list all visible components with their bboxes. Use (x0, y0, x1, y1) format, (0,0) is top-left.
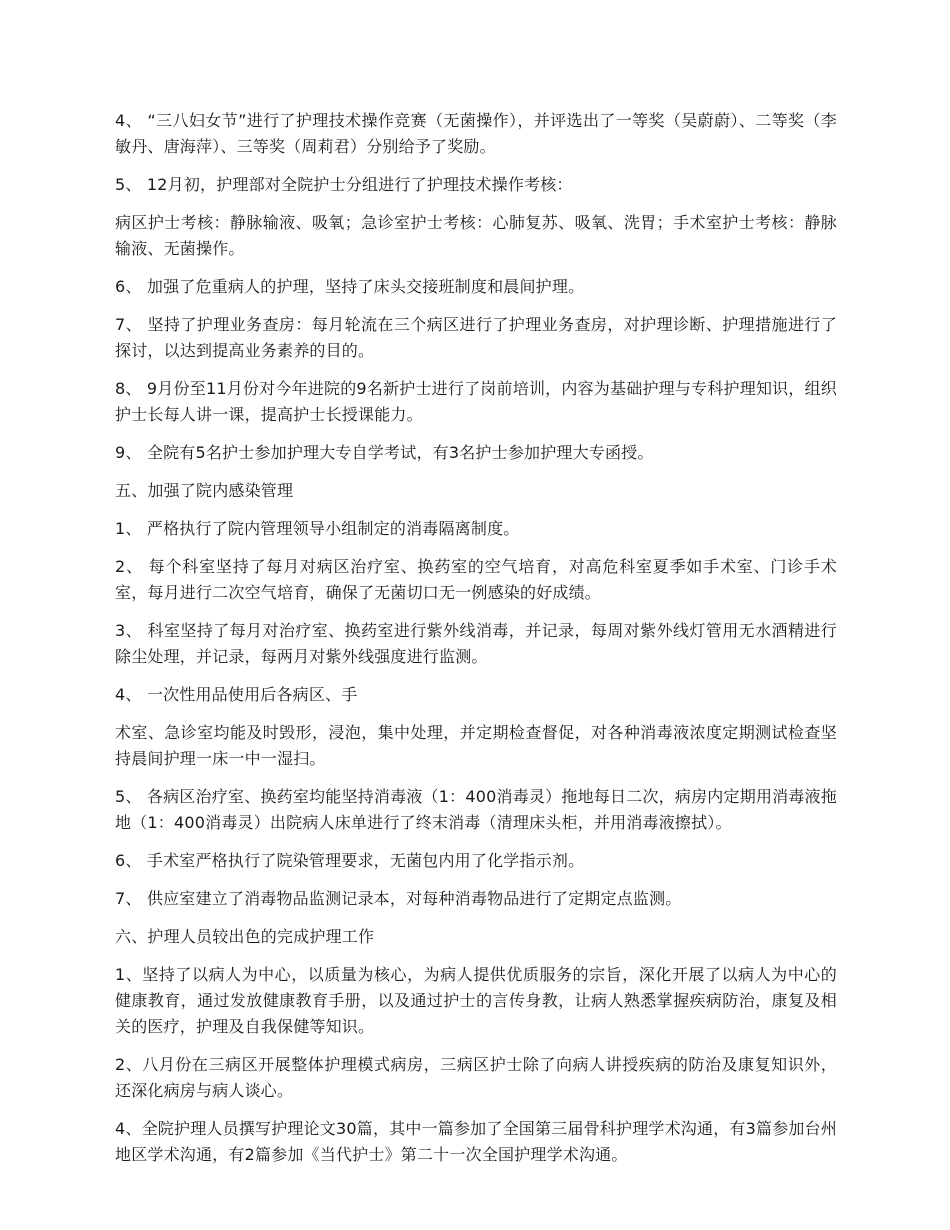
paragraph-item-5-assessment: 5、 12月初，护理部对全院护士分组进行了护理技术操作考核： (115, 175, 573, 194)
paragraph-item-4-competition: 4、 “三八妇女节”进行了护理技术操作竞赛（无菌操作），并评选出了一等奖（吴蔚蔚）、二等奖（李敏丹、唐海萍）、三等奖（周莉君）分别给予了奖励。 (115, 111, 837, 156)
paragraph-assessment-details: 病区护士考核：静脉输液、吸氧；急诊室护士考核：心肺复苏、吸氧、洗胃；手术室护士考核：静脉输液、无菌操作。 (115, 213, 837, 258)
paragraph-infection-item-3: 3、 科室坚持了每月对治疗室、换药室进行紫外线消毒，并记录，每周对紫外线灯管用无水酒精进行除尘处理，并记录，每两月对紫外线强度进行监测。 (115, 621, 837, 666)
paragraph-infection-item-6: 6、 手术室严格执行了院染管理要求，无菌包内用了化学指示剂。 (115, 851, 585, 870)
paragraph-nursing-item-2: 2、八月份在三病区开展整体护理模式病房，三病区护士除了向病人讲授疾病的防治及康复知识外，还深化病房与病人谈心。 (115, 1055, 837, 1100)
paragraph-infection-item-7: 7、 供应室建立了消毒物品监测记录本，对每种消毒物品进行了定期定点监测。 (115, 889, 682, 908)
document-body (115, 108, 837, 1180)
paragraph-infection-item-4: 4、 一次性用品使用后各病区、手 (115, 685, 358, 704)
section-heading-infection-control: 五、加强了院内感染管理 (115, 481, 294, 500)
section-heading-nursing-work: 六、护理人员较出色的完成护理工作 (115, 927, 375, 946)
paragraph-item-7-ward-rounds: 7、 坚持了护理业务查房：每月轮流在三个病区进行了护理业务查房，对护理诊断、护理措施进行了探讨，以达到提高业务素养的目的。 (115, 315, 837, 360)
paragraph-item-6-critical-care: 6、 加强了危重病人的护理，坚持了床头交接班制度和晨间护理。 (115, 277, 585, 296)
paragraph-infection-item-2: 2、 每个科室坚持了每月对病区治疗室、换药室的空气培育，对高危科室夏季如手术室、门诊手术室，每月进行二次空气培育，确保了无菌切口无一例感染的好成绩。 (115, 557, 837, 602)
paragraph-infection-item-4-continued: 术室、急诊室均能及时毁形，浸泡，集中处理，并定期检查督促，对各种消毒液浓度定期测试检查坚持晨间护理一床一中一湿扫。 (115, 723, 837, 768)
paragraph-item-8-training: 8、 9月份至11月份对今年进院的9名新护士进行了岗前培训，内容为基础护理与专科护理知识，组织护士长每人讲一课，提高护士长授课能力。 (115, 379, 837, 424)
paragraph-item-9-exams: 9、 全院有5名护士参加护理大专自学考试，有3名护士参加护理大专函授。 (115, 443, 654, 462)
paragraph-nursing-item-1: 1、坚持了以病人为中心，以质量为核心，为病人提供优质服务的宗旨，深化开展了以病人为中心的健康教育，通过发放健康教育手册，以及通过护士的言传身教，让病人熟悉掌握疾病防治，康复及相关的医疗，护理及自我保健等知识。 (115, 965, 837, 1036)
paragraph-infection-item-5: 5、 各病区治疗室、换药室均能坚持消毒液（1：400消毒灵）拖地每日二次，病房内定期用消毒液拖地（1：400消毒灵）出院病人床单进行了终末消毒（清理床头柜，并用消毒液擦拭）。 (115, 787, 837, 832)
paragraph-nursing-item-4: 4、全院护理人员撰写护理论文30篇，其中一篇参加了全国第三届骨科护理学术沟通，有3篇参加台州地区学术沟通，有2篇参加《当代护士》第二十一次全国护理学术沟通。 (115, 1119, 837, 1164)
paragraph-infection-item-1: 1、 严格执行了院内管理领导小组制定的消毒隔离制度。 (115, 519, 520, 538)
